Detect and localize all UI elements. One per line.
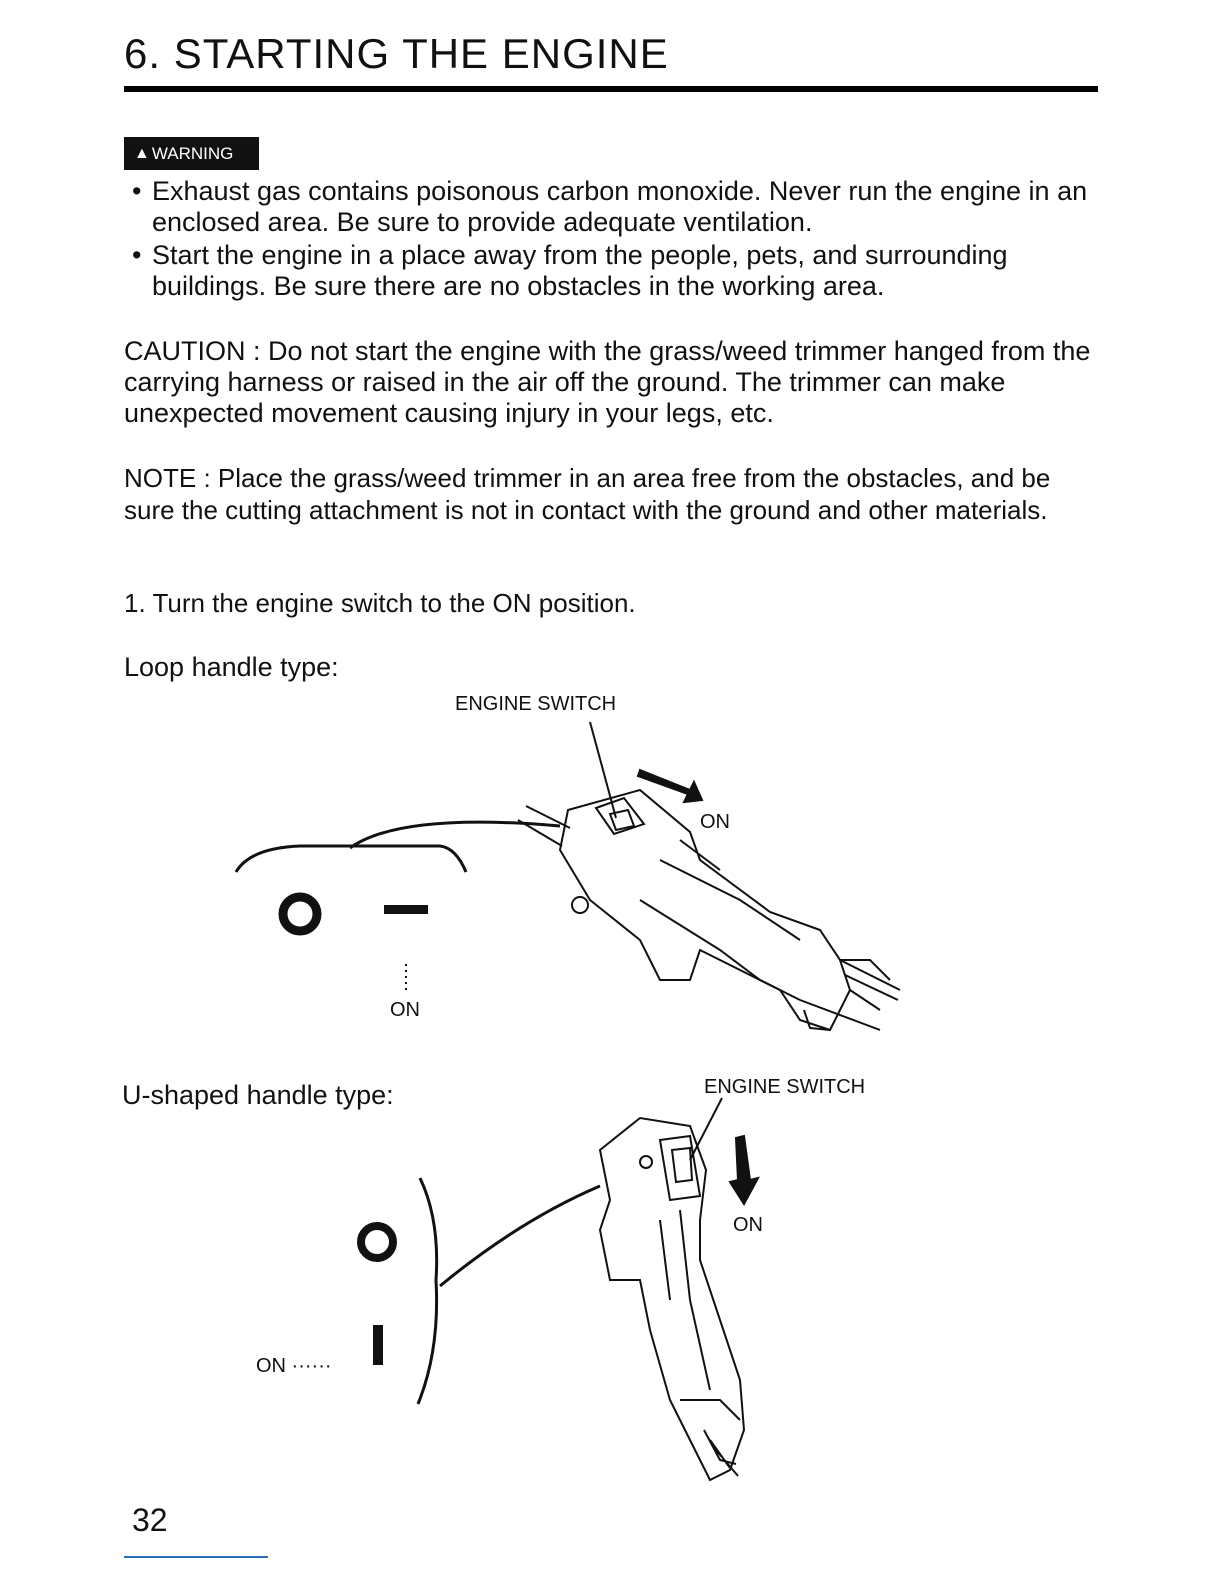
u-handle-heading: U-shaped handle type: [122, 1080, 394, 1110]
u-on-switch-label: ON ······ [256, 1355, 332, 1377]
loop-handle-grip-drawing [518, 722, 900, 1030]
loop-switch-symbol [236, 822, 560, 994]
off-symbol-icon [361, 1226, 393, 1258]
loop-engine-switch-label: ENGINE SWITCH [455, 693, 617, 715]
note-text: NOTE : Place the grass/weed trimmer in an area free from the obstacles, and be sure the cutting attachment is not in contact with the ground and other materials. [124, 463, 1051, 525]
off-symbol-icon [283, 897, 317, 931]
loop-on-switch-label: ON [390, 999, 420, 1021]
page-title: 6. STARTING THE ENGINE [124, 30, 669, 77]
u-on-arrow-label: ON [733, 1214, 763, 1236]
u-engine-switch-label: ENGINE SWITCH [704, 1076, 866, 1098]
step-1-text: 1. Turn the engine switch to the ON position. [124, 588, 636, 618]
loop-handle-heading: Loop handle type: [124, 652, 339, 682]
loop-on-arrow-label: ON [700, 811, 730, 833]
caution-text: CAUTION : Do not start the engine with the grass/weed trimmer hanged from the carrying harness or raised in the air off the ground. The trimmer can make unexpected movement causing injury in your legs, etc. [124, 336, 1091, 428]
u-switch-symbol [361, 1178, 600, 1404]
u-handle-grip-drawing [600, 1098, 758, 1480]
warning-item: • Exhaust gas contains poisonous carbon monoxide. Never run the engine in an enclosed area. Be sure to provide adequate ventilation. [128, 176, 1100, 238]
on-arrow-icon [730, 1136, 758, 1204]
page-number: 32 [132, 1502, 168, 1538]
on-dash-icon [384, 905, 428, 914]
warning-triangle-icon: ▲ [134, 145, 150, 162]
warning-label: WARNING [151, 144, 234, 163]
on-bar-icon [373, 1325, 383, 1365]
warning-item: • Start the engine in a place away from the people, pets, and surrounding buildings. Be sure there are no obstacles in the working area. [128, 240, 1100, 302]
footer-rule [124, 1556, 268, 1558]
